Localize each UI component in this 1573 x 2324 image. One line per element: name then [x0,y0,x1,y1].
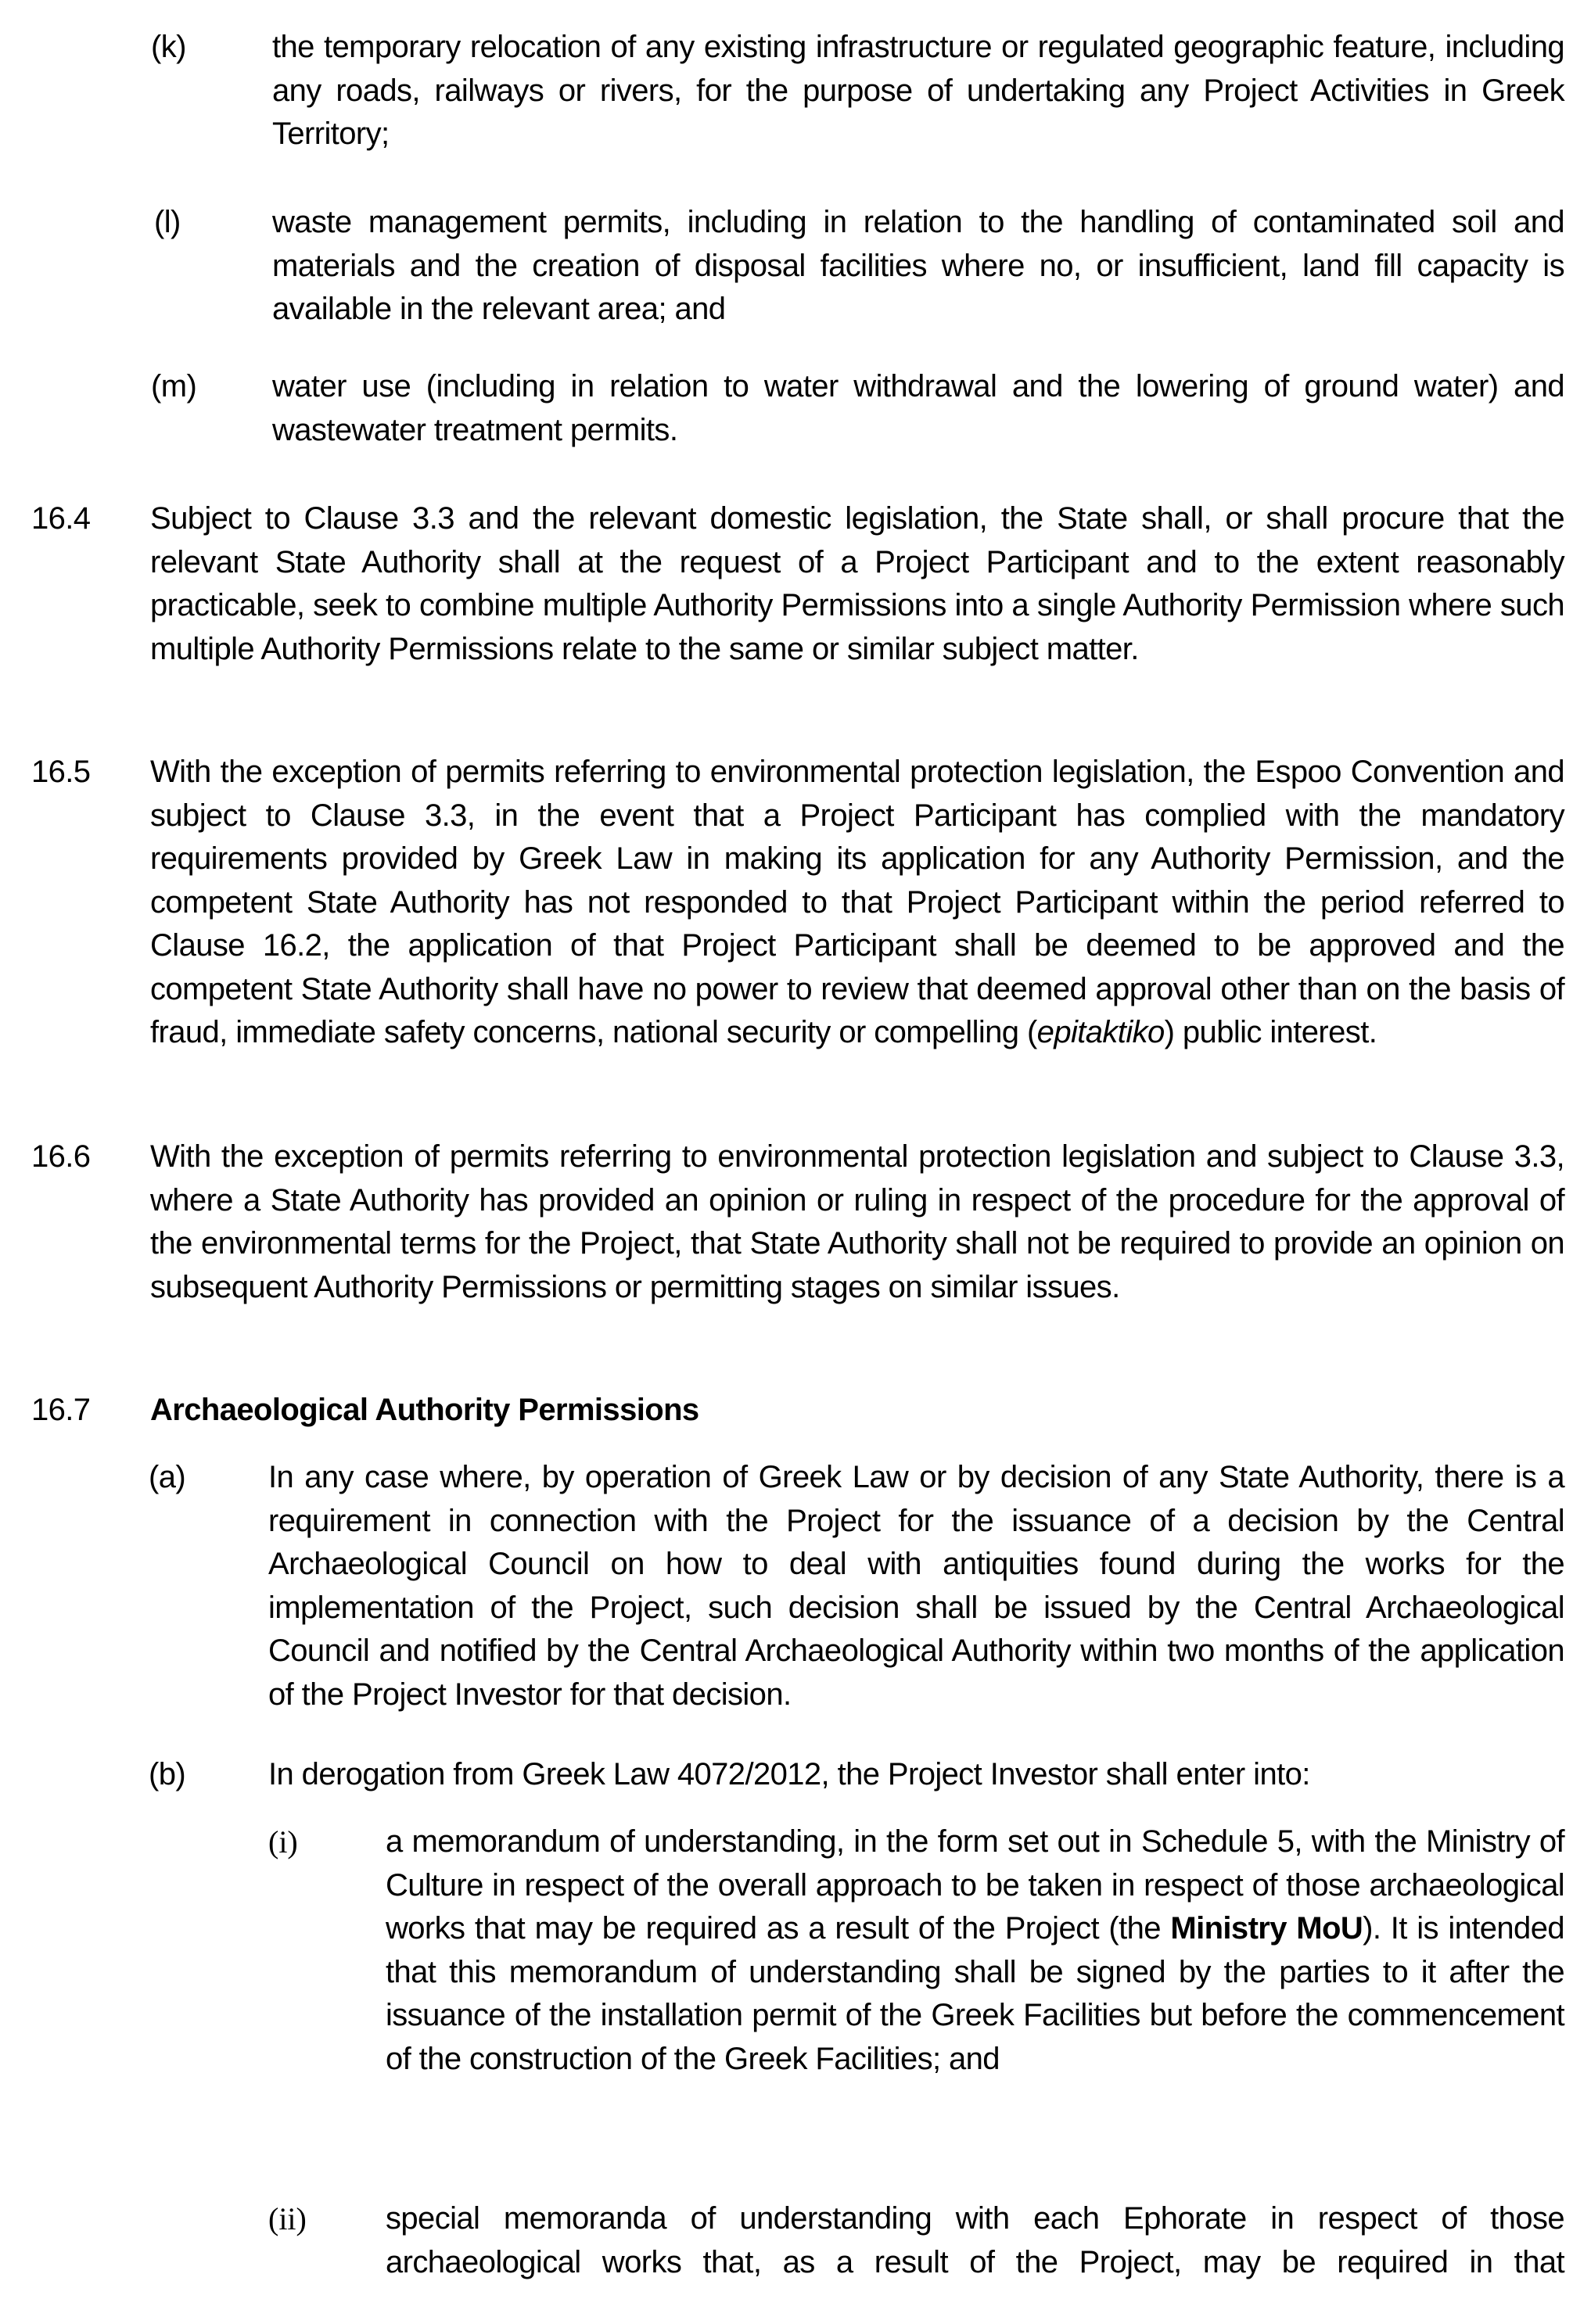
subitem-label-a: (a) [149,1460,186,1494]
subitem-text-a: In any case where, by operation of Greek Law or by decision of any State Authority, there is a requirement in connection with the Project for the issuance of a decision by the Central Archaeological Council on how to deal with antiquities found during the works for the implementation of the Project, such decision shall be issued by the Central Archaeological Council and notified by the Central Archaeological Authority within two months of the application of the Project Investor for that decision. [268,1460,1564,1712]
item-text-k: the temporary relocation of any existing infrastructure or regulated geographic feature, including any roads, railways or rivers, for the purpose of undertaking any Project Activities in Greek Territory; [272,30,1564,151]
subsubitem-label-ii: (ii) [268,2201,307,2236]
subsubitem-text-i: a memorandum of understanding, in the form set out in Schedule 5, with the Ministry of Culture in respect of the overall approach to be taken in respect of those archaeological works that may be required as a result of the Project (the Ministry MoU). It is intended that this memorandum of understanding shall be signed by the parties to it after the issuance of the installation permit of the Greek Facilities but before the commencement of the construction of the Greek Facilities; and [386,1824,1564,2076]
clause-text-16-6: With the exception of permits referring to environmental protection legislation and subject to Clause 3.3, where a State Authority has provided an opinion or ruling in respect of the procedure for the approval of the environmental terms for the Project, that State Authority shall not be required to provide an opinion on subsequent Authority Permissions or permitting stages on similar issues. [150,1139,1564,1304]
clause-number-16-7: 16.7 [31,1393,91,1427]
italic-term: epitaktiko [1036,1015,1165,1049]
section-heading: Archaeological Authority Permissions [150,1393,699,1427]
subitem-text-b: In derogation from Greek Law 4072/2012, the Project Investor shall enter into: [268,1757,1310,1791]
item-text-m: water use (including in relation to water withdrawal and the lowering of ground water) and wastewater treatment permits. [272,369,1564,447]
item-label-m: (m) [151,369,197,403]
defined-term: Ministry MoU [1170,1911,1363,1946]
item-text-l: waste management permits, including in relation to the handling of contaminated soil and materials and the creation of disposal facilities where no, or insufficient, land fill capacity is available in the relevant area; and [272,205,1564,326]
clause-text-16-4: Subject to Clause 3.3 and the relevant domestic legislation, the State shall, or shall procure that the relevant State Authority shall at the request of a Project Participant and to the extent reasonably practicable, seek to combine multiple Authority Permissions into a single Authority Permission where such multiple Authority Permissions relate to the same or similar subject matter. [150,501,1564,666]
subsubitem-text-ii: special memoranda of understanding with each Ephorate in respect of those archaeological works that, as a result of the Project, may be required in that [386,2201,1564,2279]
item-label-k: (k) [151,30,186,64]
item-label-l: (l) [154,205,181,239]
clause-number-16-6: 16.6 [31,1139,91,1174]
subsubitem-label-i: (i) [268,1824,298,1860]
clause-number-16-4: 16.4 [31,501,91,536]
clause-text-16-5: With the exception of permits referring to environmental protection legislation, the Espoo Convention and subject to Clause 3.3, in the event that a Project Participant has complied with the mandatory requirements provided by Greek Law in making its application for any Authority Permission, and the competent State Authority has not responded to that Project Participant within the period referred to Clause 16.2, the application of that Project Participant shall be deemed to be approved and the competent State Authority shall have no power to review that deemed approval other than on the basis of fraud, immediate safety concerns, national security or compelling (epitaktiko) public interest. [150,755,1564,1049]
subitem-label-b: (b) [149,1757,186,1791]
clause-number-16-5: 16.5 [31,755,91,789]
